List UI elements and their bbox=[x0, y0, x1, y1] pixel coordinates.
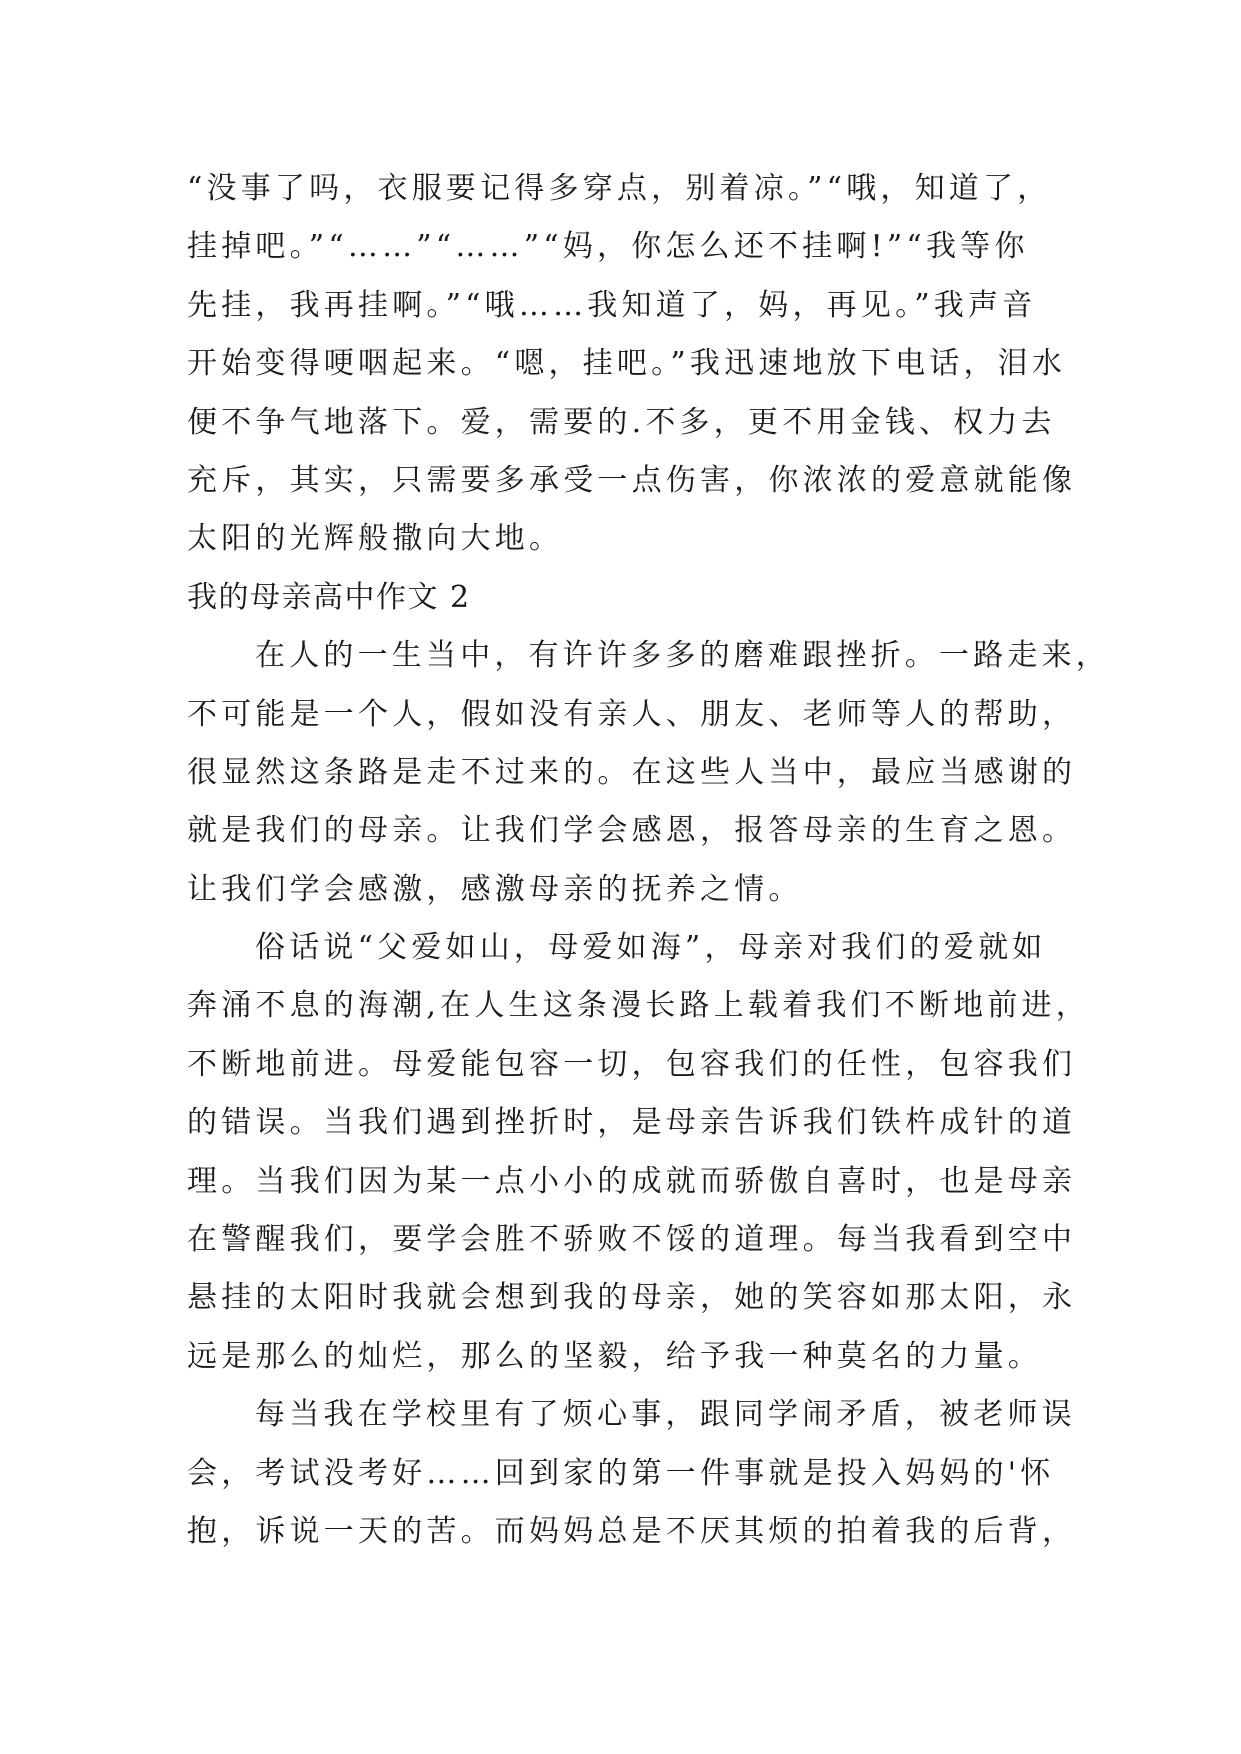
text-line: 很显然这条路是走不过来的。在这些人当中，最应当感谢的 bbox=[187, 754, 1077, 790]
text-line: 悬挂的太阳时我就会想到我的母亲，她的笑容如那太阳，永 bbox=[187, 1280, 1077, 1316]
text-line: 先挂，我再挂啊。”“哦……我知道了，妈，再见。”我声音 bbox=[187, 287, 1037, 323]
text-line: 抱，诉说一天的苦。而妈妈总是不厌其烦的拍着我的后背， bbox=[187, 1513, 1077, 1549]
paragraph-first-line: 俗话说“父爱如山，母爱如海”，母亲对我们的爱就如 bbox=[255, 930, 1047, 966]
text-line: “没事了吗，衣服要记得多穿点，别着凉。”“哦，知道了， bbox=[187, 171, 1052, 206]
text-line: 奔涌不息的海潮,在人生这条漫长路上载着我们不断地前进， bbox=[187, 988, 1090, 1024]
text-line: 就是我们的母亲。让我们学会感恩，报答母亲的生育之恩。 bbox=[187, 813, 1077, 849]
paragraph-first-line: 每当我在学校里有了烦心事，跟同学闹矛盾，被老师误 bbox=[255, 1397, 1076, 1433]
text-line: 远是那么的灿烂，那么的坚毅，给予我一种莫名的力量。 bbox=[187, 1338, 1042, 1374]
text-line: 的错误。当我们遇到挫折时，是母亲告诉我们铁杵成针的道 bbox=[187, 1105, 1077, 1141]
paragraph-first-line: 在人的一生当中，有许许多多的磨难跟挫折。一路走来， bbox=[255, 638, 1110, 674]
text-line: 太阳的光辉般撒向大地。 bbox=[187, 521, 564, 557]
text-line: 理。当我们因为某一点小小的成就而骄傲自喜时，也是母亲 bbox=[187, 1163, 1077, 1199]
section-heading: 我的母亲高中作文 2 bbox=[187, 579, 471, 615]
text-line: 让我们学会感激，感激母亲的抚养之情。 bbox=[187, 871, 803, 907]
text-line: 便不争气地落下。爱，需要的.不多，更不用金钱、权力去 bbox=[187, 404, 1056, 440]
text-line: 会，考试没考好……回到家的第一件事就是投入妈妈的'怀 bbox=[187, 1455, 1055, 1491]
text-line: 不断地前进。母爱能包容一切，包容我们的任性，包容我们 bbox=[187, 1046, 1077, 1082]
text-line: 开始变得哽咽起来。“嗯，挂吧。”我迅速地放下电话，泪水 bbox=[187, 346, 1067, 382]
text-line: 挂掉吧。”“……”“……”“妈，你怎么还不挂啊!”“我等你 bbox=[187, 229, 1029, 265]
document-body bbox=[187, 160, 1110, 1561]
text-line: 在警醒我们，要学会胜不骄败不馁的道理。每当我看到空中 bbox=[187, 1222, 1077, 1258]
text-line: 不可能是一个人，假如没有亲人、朋友、老师等人的帮助， bbox=[187, 696, 1077, 732]
text-line: 充斥，其实，只需要多承受一点伤害，你浓浓的爱意就能像 bbox=[187, 462, 1077, 498]
